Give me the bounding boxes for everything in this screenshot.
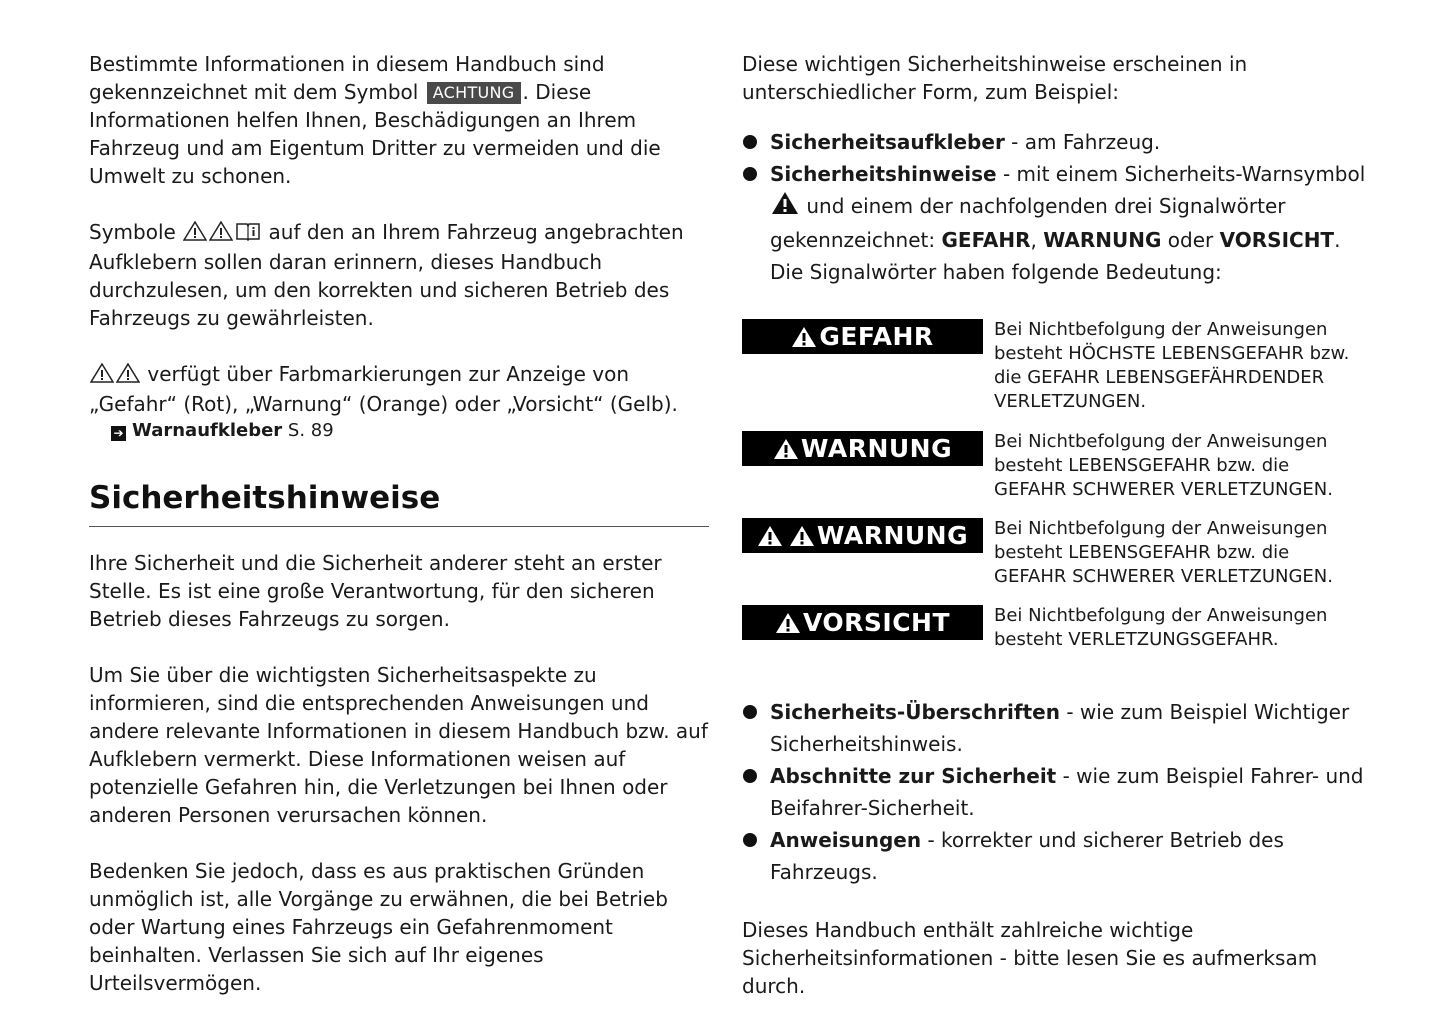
- signal-description: Bei Nichtbefolgung der Anweisungen besteht LEBENSGEFAHR bzw. die GEFAHR SCHWERER VERLETZUNGEN.: [994, 518, 1333, 587]
- paragraph-intro: Diese wichtigen Sicherheitshinweise erscheinen in unterschiedlicher Form, zum Beispiel:: [742, 52, 1248, 104]
- signal-box-warnung: WARNUNG: [742, 431, 983, 466]
- list-item: Abschnitte zur Sicherheit - wie zum Beispiel Fahrer- und Beifahrer-Sicherheit.: [742, 760, 1382, 824]
- paragraph-achtung: Bestimmte Informationen in diesem Handbuch sind gekennzeichnet mit dem Symbol ACHTUNG . Diese Informationen helfen Ihnen, Beschädigungen an Ihrem Fahrzeug und am Eigentum Dritter zu vermeiden und die Umwelt zu schonen.: [89, 52, 661, 188]
- signal-row-gefahr: [742, 318, 1382, 414]
- paragraph-information: Um Sie über die wichtigsten Sicherheitsaspekte zu informieren, sind die entsprechenden Anweisungen und andere relevante Informationen in diesem Handbuch bzw. auf Aufklebern vermerkt. Diese Informationen weisen auf potenzielle Gefahren hin, die Verletzungen bei Ihnen oder anderen Personen verursachen können.: [89, 663, 708, 827]
- warning-white-icon: [775, 612, 801, 634]
- paragraph-safety-first: Ihre Sicherheit und die Sicherheit anderer steht an erster Stelle. Es ist eine große Verantwortung, für den sicheren Betrieb dieses Fahrzeugs zu sorgen.: [89, 551, 662, 631]
- signal-description: Bei Nichtbefolgung der Anweisungen besteht LEBENSGEFAHR bzw. die GEFAHR SCHWERER VERLETZUNGEN.: [994, 431, 1333, 500]
- signal-box-warnung-double: WARNUNG: [742, 518, 983, 553]
- paragraph-outro: Dieses Handbuch enthält zahlreiche wichtige Sicherheitsinformationen - bitte lesen Sie es aufmerksam durch.: [742, 918, 1318, 998]
- left-column: [89, 50, 709, 997]
- signal-row-warnung: [742, 430, 1382, 502]
- paragraph-colors: verfügt über Farbmarkierungen zur Anzeige von „Gefahr“ (Rot), „Warnung“ (Orange) oder „Vorsicht“ (Gelb).: [89, 362, 678, 416]
- signal-row-warnung-double: [742, 517, 1382, 589]
- section-heading: Sicherheitshinweise: [89, 478, 709, 527]
- warning-white-icon: [757, 525, 783, 547]
- list-item: Sicherheitshinweise - mit einem Sicherheits-Warnsymbol und einem der nachfolgenden drei Signalwörter gekennzeichnet: GEFAHR, WARNUNG oder VORSICHT. Die Signalwörter haben folgende Bedeutung:: [742, 158, 1382, 288]
- paragraph-symbols: Symbole auf den an Ihrem Fahrzeug angebrachten Aufklebern sollen daran erinnern, dieses Handbuch durchzulesen, um den korrekten und sicheren Betrieb des Fahrzeugs zu gewährleisten.: [89, 220, 684, 330]
- warning-outline-icon: [90, 362, 114, 390]
- signal-description: Bei Nichtbefolgung der Anweisungen besteht VERLETZUNGSGEFAHR.: [994, 605, 1328, 650]
- signal-box-vorsicht: VORSICHT: [742, 605, 983, 640]
- warning-outline-icon: [209, 220, 233, 248]
- warning-white-icon: [773, 438, 799, 460]
- bullet-list-top: [742, 126, 1382, 288]
- list-item: Sicherheitsaufkleber - am Fahrzeug.: [742, 126, 1382, 158]
- manual-book-icon: [235, 220, 261, 248]
- list-item: Anweisungen - korrekter und sicherer Betrieb des Fahrzeugs.: [742, 824, 1382, 888]
- signal-box-gefahr: GEFAHR: [742, 319, 983, 354]
- warning-outline-icon: [116, 362, 140, 390]
- signal-row-vorsicht: [742, 604, 1382, 652]
- reference-arrow-icon: ➔: [111, 426, 126, 441]
- signal-words-table: [742, 318, 1382, 652]
- paragraph-judgement: Bedenken Sie jedoch, dass es aus praktischen Gründen unmöglich ist, alle Vorgänge zu erwähnen, die bei Betrieb oder Wartung eines Fahrzeugs ein Gefahrenmoment beinhalten. Verlassen Sie sich auf Ihr eigenes Urteilsvermögen.: [89, 859, 668, 995]
- list-item: Sicherheits-Überschriften - wie zum Beispiel Wichtiger Sicherheitshinweis.: [742, 696, 1382, 760]
- cross-reference-link[interactable]: ➔ Warnaufkleber S. 89: [111, 418, 709, 444]
- right-column: [742, 50, 1382, 1000]
- warning-filled-icon: [771, 191, 799, 224]
- warning-white-icon: [789, 525, 815, 547]
- bullet-list-bottom: [742, 696, 1382, 888]
- achtung-badge: ACHTUNG: [427, 82, 521, 104]
- warning-white-icon: [791, 326, 817, 348]
- warning-outline-icon: [183, 220, 207, 248]
- signal-description: Bei Nichtbefolgung der Anweisungen besteht HÖCHSTE LEBENSGEFAHR bzw. die GEFAHR LEBENSGEFÄHRDENDER VERLETZUNGEN.: [994, 319, 1350, 412]
